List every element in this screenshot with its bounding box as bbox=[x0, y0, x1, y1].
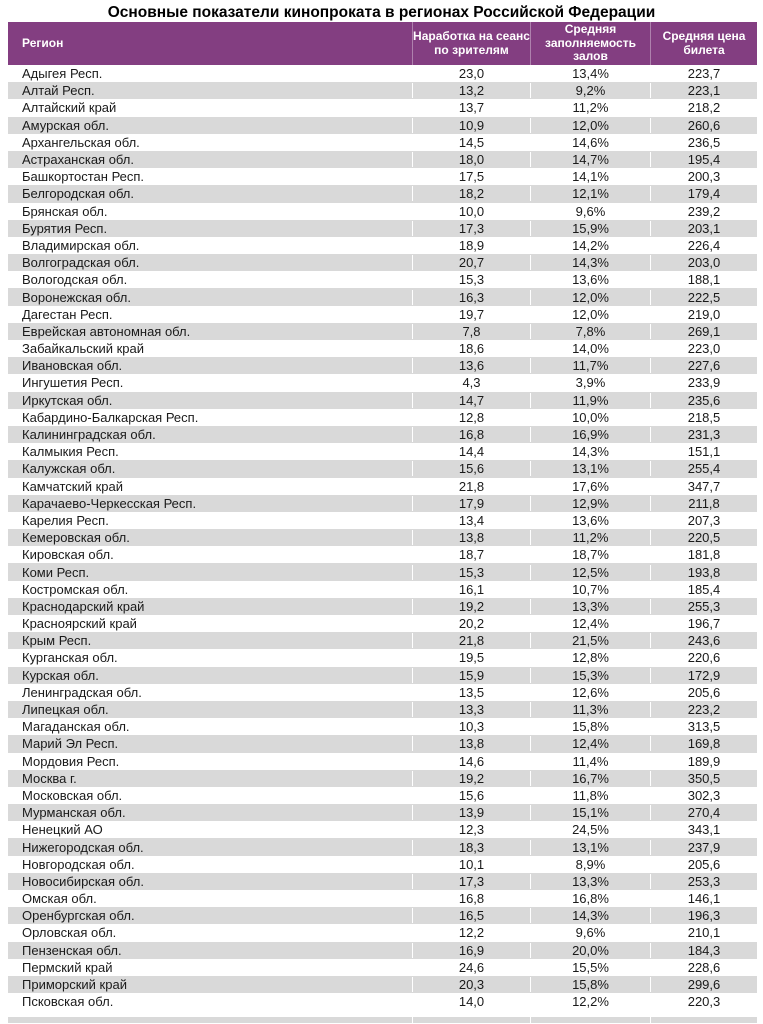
table-row bbox=[8, 409, 757, 426]
table-row bbox=[8, 873, 757, 890]
table-row bbox=[8, 323, 757, 340]
attendance-cell: 20,7 bbox=[412, 255, 530, 270]
occupancy-cell: 14,2% bbox=[530, 238, 650, 253]
table-row bbox=[8, 117, 757, 134]
price-cell: 207,3 bbox=[650, 513, 757, 528]
partial-cell bbox=[650, 1017, 757, 1023]
table-row bbox=[8, 667, 757, 684]
attendance-cell: 14,4 bbox=[412, 444, 530, 459]
table-row bbox=[8, 512, 757, 529]
table-row bbox=[8, 185, 757, 202]
occupancy-cell: 12,2% bbox=[530, 994, 650, 1009]
attendance-cell: 21,8 bbox=[412, 633, 530, 648]
region-cell: Карелия Респ. bbox=[22, 512, 109, 528]
table-row bbox=[8, 426, 757, 443]
price-cell: 253,3 bbox=[650, 874, 757, 889]
table-row bbox=[8, 151, 757, 168]
region-cell: Бурятия Респ. bbox=[22, 220, 108, 236]
region-cell: Краснодарский край bbox=[22, 598, 145, 614]
attendance-cell: 13,5 bbox=[412, 685, 530, 700]
price-cell: 205,6 bbox=[650, 685, 757, 700]
region-cell: Алтай Респ. bbox=[22, 83, 95, 99]
price-cell: 185,4 bbox=[650, 582, 757, 597]
region-cell: Амурская обл. bbox=[22, 117, 109, 133]
table-row bbox=[8, 495, 757, 512]
attendance-cell: 18,0 bbox=[412, 152, 530, 167]
attendance-cell: 18,3 bbox=[412, 840, 530, 855]
region-cell: Калмыкия Респ. bbox=[22, 444, 119, 460]
occupancy-cell: 9,2% bbox=[530, 83, 650, 98]
table-row bbox=[8, 254, 757, 271]
price-cell: 188,1 bbox=[650, 272, 757, 287]
region-cell: Адыгея Респ. bbox=[22, 66, 103, 82]
occupancy-cell: 8,9% bbox=[530, 857, 650, 872]
attendance-cell: 10,0 bbox=[412, 204, 530, 219]
price-cell: 172,9 bbox=[650, 668, 757, 683]
region-cell: Владимирская обл. bbox=[22, 237, 140, 253]
attendance-cell: 15,6 bbox=[412, 788, 530, 803]
table-row bbox=[8, 804, 757, 821]
attendance-cell: 13,8 bbox=[412, 530, 530, 545]
price-cell: 220,5 bbox=[650, 530, 757, 545]
attendance-cell: 10,3 bbox=[412, 719, 530, 734]
attendance-cell: 13,9 bbox=[412, 805, 530, 820]
table-row bbox=[8, 821, 757, 838]
region-cell: Красноярский край bbox=[22, 616, 137, 632]
table-row bbox=[8, 478, 757, 495]
occupancy-cell: 11,7% bbox=[530, 358, 650, 373]
attendance-cell: 10,9 bbox=[412, 118, 530, 133]
attendance-cell: 13,4 bbox=[412, 513, 530, 528]
occupancy-cell: 15,8% bbox=[530, 977, 650, 992]
attendance-cell: 16,8 bbox=[412, 891, 530, 906]
partial-cell bbox=[530, 1017, 650, 1023]
occupancy-cell: 12,4% bbox=[530, 616, 650, 631]
occupancy-cell: 13,3% bbox=[530, 599, 650, 614]
table-row bbox=[8, 168, 757, 185]
attendance-cell: 16,8 bbox=[412, 427, 530, 442]
attendance-cell: 16,1 bbox=[412, 582, 530, 597]
table-row bbox=[8, 753, 757, 770]
price-cell: 196,3 bbox=[650, 908, 757, 923]
region-cell: Орловская обл. bbox=[22, 925, 117, 941]
region-cell: Марий Эл Респ. bbox=[22, 736, 119, 752]
region-cell: Иркутская обл. bbox=[22, 392, 113, 408]
attendance-cell: 15,3 bbox=[412, 565, 530, 580]
partial-next-row bbox=[8, 1017, 757, 1023]
price-cell: 146,1 bbox=[650, 891, 757, 906]
region-cell: Омская обл. bbox=[22, 891, 97, 907]
occupancy-cell: 3,9% bbox=[530, 375, 650, 390]
price-cell: 189,9 bbox=[650, 754, 757, 769]
regions-table bbox=[8, 22, 757, 1023]
table-row bbox=[8, 735, 757, 752]
price-cell: 228,6 bbox=[650, 960, 757, 975]
table-row bbox=[8, 563, 757, 580]
attendance-cell: 7,8 bbox=[412, 324, 530, 339]
occupancy-cell: 11,2% bbox=[530, 100, 650, 115]
price-cell: 236,5 bbox=[650, 135, 757, 150]
attendance-cell: 4,3 bbox=[412, 375, 530, 390]
price-cell: 226,4 bbox=[650, 238, 757, 253]
price-cell: 302,3 bbox=[650, 788, 757, 803]
attendance-cell: 17,9 bbox=[412, 496, 530, 511]
table-row bbox=[8, 770, 757, 787]
occupancy-cell: 15,1% bbox=[530, 805, 650, 820]
occupancy-cell: 12,0% bbox=[530, 307, 650, 322]
occupancy-cell: 11,9% bbox=[530, 393, 650, 408]
attendance-cell: 15,6 bbox=[412, 461, 530, 476]
table-row bbox=[8, 838, 757, 855]
column-header-avg-ticket-price: Средняя цена билета bbox=[650, 22, 757, 65]
price-cell: 255,4 bbox=[650, 461, 757, 476]
price-cell: 203,0 bbox=[650, 255, 757, 270]
region-cell: Карачаево-Черкесская Респ. bbox=[22, 495, 197, 511]
attendance-cell: 15,9 bbox=[412, 668, 530, 683]
price-cell: 237,9 bbox=[650, 840, 757, 855]
occupancy-cell: 12,6% bbox=[530, 685, 650, 700]
region-cell: Ленинградская обл. bbox=[22, 684, 142, 700]
attendance-cell: 19,7 bbox=[412, 307, 530, 322]
price-cell: 193,8 bbox=[650, 565, 757, 580]
attendance-cell: 18,2 bbox=[412, 186, 530, 201]
table-row bbox=[8, 959, 757, 976]
column-header-region: Регион bbox=[22, 35, 64, 50]
region-cell: Кабардино-Балкарская Респ. bbox=[22, 409, 199, 425]
table-row bbox=[8, 942, 757, 959]
table-row bbox=[8, 632, 757, 649]
occupancy-cell: 12,1% bbox=[530, 186, 650, 201]
region-cell: Оренбургская обл. bbox=[22, 908, 135, 924]
attendance-cell: 20,2 bbox=[412, 616, 530, 631]
region-cell: Астраханская обл. bbox=[22, 152, 134, 168]
price-cell: 223,1 bbox=[650, 83, 757, 98]
table-row bbox=[8, 598, 757, 615]
price-cell: 195,4 bbox=[650, 152, 757, 167]
price-cell: 184,3 bbox=[650, 943, 757, 958]
occupancy-cell: 14,3% bbox=[530, 908, 650, 923]
table-row bbox=[8, 306, 757, 323]
table-row bbox=[8, 288, 757, 305]
price-cell: 218,2 bbox=[650, 100, 757, 115]
region-cell: Кировская обл. bbox=[22, 547, 114, 563]
price-cell: 218,5 bbox=[650, 410, 757, 425]
table-row bbox=[8, 529, 757, 546]
price-cell: 220,3 bbox=[650, 994, 757, 1009]
price-cell: 235,6 bbox=[650, 393, 757, 408]
region-cell: Новгородская обл. bbox=[22, 856, 135, 872]
price-cell: 181,8 bbox=[650, 547, 757, 562]
table-header bbox=[8, 22, 757, 65]
occupancy-cell: 15,8% bbox=[530, 719, 650, 734]
partial-cell bbox=[412, 1017, 530, 1023]
price-cell: 200,3 bbox=[650, 169, 757, 184]
price-cell: 239,2 bbox=[650, 204, 757, 219]
region-cell: Москва г. bbox=[22, 770, 77, 786]
occupancy-cell: 11,4% bbox=[530, 754, 650, 769]
table-row bbox=[8, 134, 757, 151]
table-row bbox=[8, 546, 757, 563]
region-cell: Белгородская обл. bbox=[22, 186, 135, 202]
attendance-cell: 12,3 bbox=[412, 822, 530, 837]
price-cell: 347,7 bbox=[650, 479, 757, 494]
occupancy-cell: 13,1% bbox=[530, 461, 650, 476]
occupancy-cell: 13,1% bbox=[530, 840, 650, 855]
occupancy-cell: 24,5% bbox=[530, 822, 650, 837]
page-title: Основные показатели кинопроката в регионах Российской Федерации bbox=[107, 4, 656, 21]
attendance-cell: 12,8 bbox=[412, 410, 530, 425]
price-cell: 223,7 bbox=[650, 66, 757, 81]
attendance-cell: 12,2 bbox=[412, 925, 530, 940]
table-row bbox=[8, 203, 757, 220]
region-cell: Ивановская обл. bbox=[22, 358, 123, 374]
occupancy-cell: 13,4% bbox=[530, 66, 650, 81]
table-row bbox=[8, 82, 757, 99]
attendance-cell: 23,0 bbox=[412, 66, 530, 81]
attendance-cell: 16,5 bbox=[412, 908, 530, 923]
price-cell: 179,4 bbox=[650, 186, 757, 201]
region-cell: Курганская обл. bbox=[22, 650, 118, 666]
table-row bbox=[8, 976, 757, 993]
occupancy-cell: 12,4% bbox=[530, 736, 650, 751]
occupancy-cell: 12,0% bbox=[530, 290, 650, 305]
attendance-cell: 18,7 bbox=[412, 547, 530, 562]
region-cell: Новосибирская обл. bbox=[22, 873, 144, 889]
attendance-cell: 17,3 bbox=[412, 221, 530, 236]
region-cell: Дагестан Респ. bbox=[22, 306, 113, 322]
occupancy-cell: 20,0% bbox=[530, 943, 650, 958]
occupancy-cell: 21,5% bbox=[530, 633, 650, 648]
region-cell: Пензенская обл. bbox=[22, 942, 122, 958]
attendance-cell: 13,7 bbox=[412, 100, 530, 115]
occupancy-cell: 13,6% bbox=[530, 513, 650, 528]
table-row bbox=[8, 443, 757, 460]
table-row bbox=[8, 340, 757, 357]
region-cell: Волгоградская обл. bbox=[22, 255, 140, 271]
table-row bbox=[8, 392, 757, 409]
region-cell: Ненецкий АО bbox=[22, 822, 103, 838]
region-cell: Вологодская обл. bbox=[22, 272, 128, 288]
occupancy-cell: 9,6% bbox=[530, 925, 650, 940]
table-row bbox=[8, 684, 757, 701]
attendance-cell: 21,8 bbox=[412, 479, 530, 494]
occupancy-cell: 13,6% bbox=[530, 272, 650, 287]
region-cell: Калужская обл. bbox=[22, 461, 116, 477]
attendance-cell: 14,5 bbox=[412, 135, 530, 150]
attendance-cell: 18,9 bbox=[412, 238, 530, 253]
price-cell: 210,1 bbox=[650, 925, 757, 940]
price-cell: 343,1 bbox=[650, 822, 757, 837]
occupancy-cell: 10,0% bbox=[530, 410, 650, 425]
region-cell: Кемеровская обл. bbox=[22, 530, 130, 546]
occupancy-cell: 15,3% bbox=[530, 668, 650, 683]
occupancy-cell: 12,0% bbox=[530, 118, 650, 133]
region-cell: Калининградская обл. bbox=[22, 427, 156, 443]
table-row bbox=[8, 581, 757, 598]
attendance-cell: 14,0 bbox=[412, 994, 530, 1009]
price-cell: 222,5 bbox=[650, 290, 757, 305]
attendance-cell: 10,1 bbox=[412, 857, 530, 872]
region-cell: Курская обл. bbox=[22, 667, 99, 683]
region-cell: Башкортостан Респ. bbox=[22, 169, 145, 185]
occupancy-cell: 14,3% bbox=[530, 255, 650, 270]
occupancy-cell: 13,3% bbox=[530, 874, 650, 889]
price-cell: 205,6 bbox=[650, 857, 757, 872]
attendance-cell: 19,5 bbox=[412, 650, 530, 665]
price-cell: 223,0 bbox=[650, 341, 757, 356]
table-row bbox=[8, 460, 757, 477]
attendance-cell: 17,5 bbox=[412, 169, 530, 184]
region-cell: Ингушетия Респ. bbox=[22, 375, 124, 391]
table-row bbox=[8, 924, 757, 941]
price-cell: 231,3 bbox=[650, 427, 757, 442]
occupancy-cell: 14,6% bbox=[530, 135, 650, 150]
region-cell: Магаданская обл. bbox=[22, 719, 130, 735]
table-row bbox=[8, 787, 757, 804]
price-cell: 211,8 bbox=[650, 496, 757, 511]
occupancy-cell: 9,6% bbox=[530, 204, 650, 219]
table-row bbox=[8, 615, 757, 632]
price-cell: 223,2 bbox=[650, 702, 757, 717]
occupancy-cell: 12,8% bbox=[530, 650, 650, 665]
price-cell: 227,6 bbox=[650, 358, 757, 373]
price-cell: 313,5 bbox=[650, 719, 757, 734]
region-cell: Еврейская автономная обл. bbox=[22, 323, 191, 339]
table-row bbox=[8, 65, 757, 82]
region-cell: Камчатский край bbox=[22, 478, 123, 494]
region-cell: Приморский край bbox=[22, 977, 127, 993]
region-cell: Коми Респ. bbox=[22, 564, 90, 580]
region-cell: Мордовия Респ. bbox=[22, 753, 120, 769]
attendance-cell: 13,3 bbox=[412, 702, 530, 717]
price-cell: 350,5 bbox=[650, 771, 757, 786]
occupancy-cell: 16,8% bbox=[530, 891, 650, 906]
region-cell: Забайкальский край bbox=[22, 341, 145, 357]
table-row bbox=[8, 220, 757, 237]
attendance-cell: 16,3 bbox=[412, 290, 530, 305]
region-cell: Костромская обл. bbox=[22, 581, 129, 597]
attendance-cell: 20,3 bbox=[412, 977, 530, 992]
table-row bbox=[8, 718, 757, 735]
table-row bbox=[8, 993, 757, 1010]
region-cell: Псковская обл. bbox=[22, 994, 114, 1010]
price-cell: 196,7 bbox=[650, 616, 757, 631]
price-cell: 260,6 bbox=[650, 118, 757, 133]
attendance-cell: 17,3 bbox=[412, 874, 530, 889]
price-cell: 299,6 bbox=[650, 977, 757, 992]
table-row bbox=[8, 374, 757, 391]
region-cell: Пермский край bbox=[22, 959, 113, 975]
occupancy-cell: 10,7% bbox=[530, 582, 650, 597]
table-row bbox=[8, 271, 757, 288]
occupancy-cell: 11,3% bbox=[530, 702, 650, 717]
region-cell: Московская обл. bbox=[22, 787, 123, 803]
attendance-cell: 15,3 bbox=[412, 272, 530, 287]
price-cell: 255,3 bbox=[650, 599, 757, 614]
table-row bbox=[8, 649, 757, 666]
occupancy-cell: 15,5% bbox=[530, 960, 650, 975]
occupancy-cell: 18,7% bbox=[530, 547, 650, 562]
occupancy-cell: 14,3% bbox=[530, 444, 650, 459]
table-row bbox=[8, 701, 757, 718]
price-cell: 269,1 bbox=[650, 324, 757, 339]
region-cell: Мурманская обл. bbox=[22, 805, 126, 821]
occupancy-cell: 14,0% bbox=[530, 341, 650, 356]
attendance-cell: 13,2 bbox=[412, 83, 530, 98]
table-row bbox=[8, 907, 757, 924]
table-row bbox=[8, 237, 757, 254]
attendance-cell: 19,2 bbox=[412, 599, 530, 614]
attendance-cell: 14,7 bbox=[412, 393, 530, 408]
region-cell: Воронежская обл. bbox=[22, 289, 131, 305]
table-row bbox=[8, 890, 757, 907]
occupancy-cell: 12,5% bbox=[530, 565, 650, 580]
region-cell: Крым Респ. bbox=[22, 633, 92, 649]
price-cell: 203,1 bbox=[650, 221, 757, 236]
region-cell: Алтайский край bbox=[22, 100, 117, 116]
occupancy-cell: 15,9% bbox=[530, 221, 650, 236]
occupancy-cell: 16,9% bbox=[530, 427, 650, 442]
attendance-cell: 13,6 bbox=[412, 358, 530, 373]
occupancy-cell: 14,7% bbox=[530, 152, 650, 167]
attendance-cell: 14,6 bbox=[412, 754, 530, 769]
price-cell: 270,4 bbox=[650, 805, 757, 820]
table-row bbox=[8, 856, 757, 873]
occupancy-cell: 11,8% bbox=[530, 788, 650, 803]
price-cell: 219,0 bbox=[650, 307, 757, 322]
occupancy-cell: 17,6% bbox=[530, 479, 650, 494]
attendance-cell: 18,6 bbox=[412, 341, 530, 356]
region-cell: Липецкая обл. bbox=[22, 702, 109, 718]
price-cell: 243,6 bbox=[650, 633, 757, 648]
table-row bbox=[8, 357, 757, 374]
column-header-attendance-per-show: Наработка на сеанс по зрителям bbox=[412, 22, 530, 65]
occupancy-cell: 16,7% bbox=[530, 771, 650, 786]
region-cell: Нижегородская обл. bbox=[22, 839, 144, 855]
partial-cell bbox=[8, 1017, 412, 1023]
occupancy-cell: 14,1% bbox=[530, 169, 650, 184]
occupancy-cell: 7,8% bbox=[530, 324, 650, 339]
table-body bbox=[8, 65, 757, 1010]
region-cell: Брянская обл. bbox=[22, 203, 108, 219]
price-cell: 220,6 bbox=[650, 650, 757, 665]
price-cell: 169,8 bbox=[650, 736, 757, 751]
attendance-cell: 16,9 bbox=[412, 943, 530, 958]
attendance-cell: 13,8 bbox=[412, 736, 530, 751]
occupancy-cell: 11,2% bbox=[530, 530, 650, 545]
occupancy-cell: 12,9% bbox=[530, 496, 650, 511]
table-row bbox=[8, 99, 757, 116]
price-cell: 151,1 bbox=[650, 444, 757, 459]
price-cell: 233,9 bbox=[650, 375, 757, 390]
attendance-cell: 24,6 bbox=[412, 960, 530, 975]
column-header-avg-occupancy: Средняя заполняемость залов bbox=[530, 22, 650, 65]
attendance-cell: 19,2 bbox=[412, 771, 530, 786]
region-cell: Архангельская обл. bbox=[22, 134, 140, 150]
